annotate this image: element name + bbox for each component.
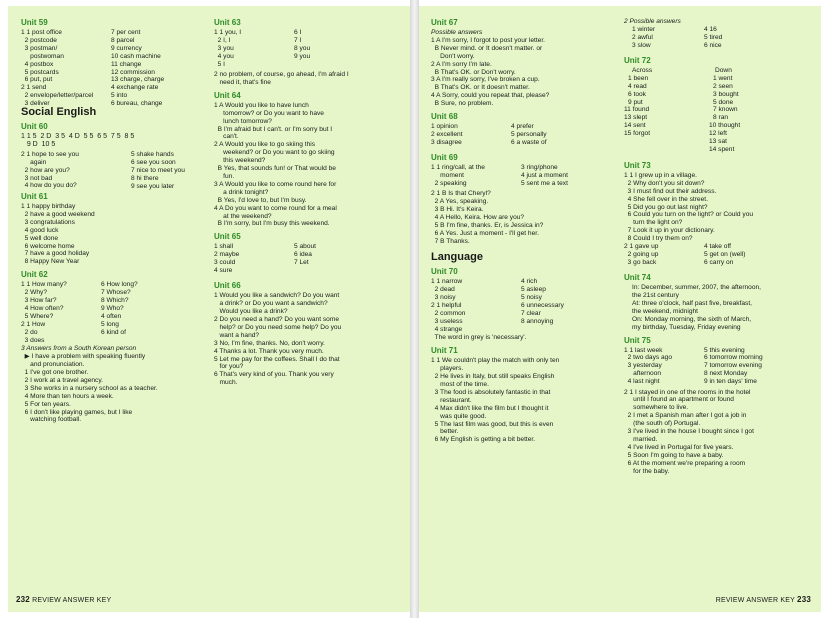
answer-line: 5 about <box>294 243 316 251</box>
answer-line: 2 awful <box>632 33 653 41</box>
answer-line: 5 Let me pay for the coffees. Shall I do that <box>214 355 340 363</box>
answer-line: 2 A I'm sorry I'm late. <box>431 60 492 68</box>
answer-line: Possible answers <box>431 29 483 36</box>
answer-line: 6 welcome home <box>21 242 75 250</box>
answer-subheading: 2 Possible answers <box>624 18 681 25</box>
answer-line: 6 put, put <box>21 76 53 84</box>
answer-line: better. <box>431 428 459 436</box>
answer-line: 6 bureau, change <box>111 100 163 108</box>
answer-line: 4 often <box>101 312 122 320</box>
answer-line: 1 shall <box>214 243 234 251</box>
answer-line: 11 change <box>111 60 142 68</box>
answer-line: married. <box>624 435 658 443</box>
answer-line: want a hand? <box>214 331 260 339</box>
answer-line: 1 1 How many? <box>21 281 67 289</box>
answer-line: for the baby. <box>624 467 670 475</box>
answer-line: tomorrow? or Do you want to have <box>214 109 324 117</box>
answer-line: 6 A Yes. Just a moment - I'll get her. <box>431 229 539 237</box>
answer-line: at the weekend? <box>214 212 272 220</box>
answer-line: 4 A Hello, Keira. How are you? <box>431 213 525 221</box>
unit-73 <box>624 161 814 269</box>
answer-line: 14 spent <box>709 145 735 153</box>
unit-heading: Unit 75 <box>624 335 651 345</box>
answer-line: 4 16 <box>704 25 717 33</box>
answer-line: 13 sat <box>709 138 727 146</box>
answer-line: 1 opinion <box>431 123 458 131</box>
answer-line: 2 postcode <box>21 36 57 44</box>
answer-line: 5 well done <box>21 234 59 242</box>
answer-line: 9 in ten days' time <box>704 378 757 386</box>
answer-line: 14 sent <box>624 122 646 130</box>
page-number: 233 <box>797 595 811 604</box>
answer-line: a drink tonight? <box>214 188 269 196</box>
answer-line: Don't worry. <box>431 52 475 60</box>
answer-line: 6 At the moment we're preparing a room <box>624 459 746 467</box>
answer-line: postwoman <box>21 52 64 60</box>
answer-line: 3 No, I'm fine, thanks. No, don't worry. <box>214 339 325 347</box>
answer-line: 3 She works in a nursery school as a teacher. <box>21 384 158 392</box>
page-footer <box>716 595 811 604</box>
answer-line: 4 last night <box>624 378 660 386</box>
answer-line: 4 prefer <box>511 123 534 131</box>
right-page <box>419 6 821 612</box>
answer-line: 1 1 ring/call, at the <box>431 164 485 172</box>
answer-line: 3 bought <box>713 90 739 98</box>
answer-line: 6 My English is getting a bit better. <box>431 436 536 444</box>
answer-line: 9 see you later <box>131 182 175 190</box>
answer-line: 1 went <box>713 74 733 82</box>
section-title-social-english: Social English <box>21 106 97 118</box>
answer-line: moment <box>431 171 464 179</box>
answer-line: 2 1 hope to see you <box>21 150 79 158</box>
unit-heading: Unit 67 <box>431 18 458 27</box>
answer-line: 5 this evening <box>704 346 745 354</box>
answer-line: 2 1 gave up <box>624 243 659 251</box>
answer-line: 2 maybe <box>214 251 240 259</box>
answer-line: turn the light on? <box>624 219 683 227</box>
answer-line: for you? <box>214 363 244 371</box>
answer-line: 7 nice to meet you <box>131 166 185 174</box>
answer-line: until I found an apartment or found <box>624 396 734 404</box>
left-column-2 <box>214 18 404 391</box>
answer-list-col2 <box>704 347 763 387</box>
answer-line: 12 left <box>709 130 727 138</box>
page-number: 232 <box>16 595 30 604</box>
answer-line: 3 go back <box>624 258 657 266</box>
answer-line: most of the time. <box>431 381 489 389</box>
answer-line: 2 1 How <box>21 320 46 328</box>
answer-line: restaurant. <box>431 396 472 404</box>
answer-line: 2 going up <box>624 250 659 258</box>
footer-label: REVIEW ANSWER KEY <box>715 597 795 604</box>
answer-line: 9 put <box>628 98 643 106</box>
answer-line: 5 done <box>713 98 734 106</box>
answer-line: 6 tomorrow morning <box>704 354 763 362</box>
answer-line: fun. <box>214 172 235 180</box>
answer-line: 3 does <box>21 336 45 344</box>
unit-75 <box>624 336 814 476</box>
answer-line: 2 excellent <box>431 130 463 138</box>
answer-line: 6 nice <box>704 41 722 49</box>
answer-line: can't. <box>214 133 239 141</box>
answer-line: 6 How long? <box>101 281 138 289</box>
answer-line: 6 see you soon <box>131 158 176 166</box>
answer-line: 15 forgot <box>624 130 651 138</box>
answer-line: players. <box>431 365 464 373</box>
answer-line: 5 asleep <box>521 286 546 294</box>
answer-line: need it, that's fine <box>214 78 271 86</box>
answer-line: 9 Who? <box>101 304 124 312</box>
answer-line: 5 noisy <box>521 294 542 302</box>
footer-label: REVIEW ANSWER KEY <box>32 597 112 604</box>
answer-line: 3 slow <box>632 41 651 49</box>
right-column-1 <box>431 18 621 448</box>
unit-68 <box>431 112 621 149</box>
answer-line: 6 took <box>628 90 646 98</box>
answer-list-col2 <box>709 67 740 154</box>
answer-list-col2 <box>111 29 164 108</box>
answer-line: 8 ran <box>713 114 729 122</box>
answer-line: the 21st century <box>632 291 679 299</box>
answer-line: 13 charge, charge <box>111 76 165 84</box>
answer-line: 2 1 I stayed in one of the rooms in the hotel <box>624 388 751 396</box>
answer-line: 3 A I'm really sorry, I've broken a cup. <box>431 76 540 84</box>
unit-heading: Unit 64 <box>214 90 241 100</box>
answer-line: 3 disagree <box>431 138 462 146</box>
answer-line: weekend? or Do you want to go skiing <box>214 149 335 157</box>
answer-line: 7 Whose? <box>101 289 131 297</box>
answer-line: 2 seen <box>713 82 733 90</box>
answer-line: 2 1 send <box>21 84 47 92</box>
unit-72 <box>624 56 814 157</box>
answer-line: 5 I <box>214 60 225 68</box>
book-gutter <box>410 0 419 618</box>
answer-line: 4 read <box>628 82 647 90</box>
answer-line: 2 do <box>21 328 38 336</box>
answer-line: 3 could <box>214 259 236 267</box>
answer-line: 4 strange <box>431 325 463 333</box>
answer-line: 2 have a good weekend <box>21 210 95 218</box>
answer-line: 1 been <box>628 74 649 82</box>
column-heading-down: Down <box>715 66 732 74</box>
answer-line: 10 cash machine <box>111 52 161 60</box>
answer-line: 8 Which? <box>101 297 129 305</box>
answer-line: 2 how are you? <box>21 166 70 174</box>
answer-line: 4 Max didn't like the film but I thought it <box>431 404 549 412</box>
answer-line: 5 sent me a text <box>521 179 568 187</box>
answer-line: 4 More than ten hours a week. <box>21 392 114 400</box>
unit-heading: Unit 73 <box>624 160 651 170</box>
answer-line: 6 a waste of <box>511 138 547 146</box>
answer-line: 7 per cent <box>111 29 141 36</box>
answer-line: 6 I <box>294 29 302 36</box>
unit-heading: Unit 62 <box>21 270 48 280</box>
answer-line: 7 known <box>713 106 738 114</box>
answer-line: 2 He lives in Italy, but still speaks English <box>431 373 555 381</box>
answer-line: 1 winter <box>632 25 656 33</box>
answer-line: 1 1 We couldn't play the match with only ten <box>431 357 560 365</box>
answer-line: 4 She fell over in the street. <box>624 195 708 203</box>
answer-line: 1 I've got one brother. <box>21 368 89 376</box>
answer-line: 4 A Sorry, could you repeat that, please? <box>431 92 550 100</box>
answer-line: somewhere to live. <box>624 404 689 412</box>
answer-line: 3 The food is absolutely fantastic in that <box>431 388 551 396</box>
answer-line: B That's OK. or It doesn't matter. <box>431 84 530 92</box>
answer-line: Would you like a drink? <box>214 308 288 316</box>
answer-line: 2 Why don't you sit down? <box>624 179 705 187</box>
answer-line: 3 congratulations <box>21 218 75 226</box>
answer-list-col2 <box>294 243 316 267</box>
answer-line: 1 Would you like a sandwich? Do you want <box>214 292 340 300</box>
answer-line: 12 commission <box>111 68 155 76</box>
section-title-language: Language <box>431 251 483 264</box>
answer-line: 5 Where? <box>21 312 54 320</box>
unit-60 <box>21 122 211 188</box>
answer-line: 1 1 narrow <box>431 278 463 286</box>
answer-line: 2 I, I <box>214 36 231 44</box>
answer-line: 2 I work at a travel agency. <box>21 376 103 384</box>
answer-line: 5 For ten years. <box>21 400 71 408</box>
unit-71-part-2 <box>624 18 814 52</box>
answer-line: 4 How often? <box>21 304 64 312</box>
answer-line: 5 into <box>111 92 128 100</box>
answer-line: 3 A Would you like to come round here for <box>214 180 337 188</box>
answer-line: At: three o'clock, half past five, breakfast, <box>632 299 753 307</box>
answer-line: 4 how do you do? <box>21 182 77 190</box>
answer-line: 2 A Yes, speaking. <box>431 197 489 205</box>
answer-line: 5 The last film was good, but this is even <box>431 420 554 428</box>
answer-line: 7 Look it up in your dictionary. <box>624 227 715 235</box>
answer-line: 3 noisy <box>431 294 456 302</box>
answer-line: 6 unnecessary <box>521 302 564 310</box>
answer-line: 2 Do you need a hand? Do you want some <box>214 316 339 324</box>
unit-70 <box>431 267 621 342</box>
answer-line: 9 you <box>294 52 311 60</box>
unit-heading: Unit 65 <box>214 232 241 242</box>
answer-line: 2 dead <box>431 286 455 294</box>
answer-line: 1 1 5 2 D 3 5 4 D 5 5 6 5 7 5 8 5 <box>21 133 135 140</box>
answer-note: The word in grey is 'necessary'. <box>431 334 527 342</box>
answer-line: this weekend? <box>214 157 266 165</box>
unit-heading: Unit 63 <box>214 18 241 27</box>
answer-line: 5 Soon I'm going to have a baby. <box>624 451 724 459</box>
answer-line: 2 1 B Is that Cheryl? <box>431 190 491 198</box>
answer-line: 4 rich <box>521 278 538 286</box>
unit-66 <box>214 281 404 387</box>
answer-line: 4 sure <box>214 267 233 275</box>
answer-line: B I'm afraid but I can't. or I'm sorry but I <box>214 125 333 133</box>
answer-line: 10 thought <box>709 122 741 130</box>
unit-59 <box>21 18 211 108</box>
answer-line: 9 currency <box>111 44 142 52</box>
answer-line: On: Monday morning, the sixth of March, <box>632 315 752 323</box>
answer-line: 5 get on (well) <box>704 250 746 258</box>
answer-list-col2 <box>521 278 564 325</box>
answer-line: 1 1 happy birthday <box>21 203 76 210</box>
answer-line: B Sure, no problem. <box>431 100 494 108</box>
answer-line: 6 I don't like playing games, but I like <box>21 408 133 416</box>
answer-line: 1 1 last week <box>624 346 663 354</box>
answer-line: In: December, summer, 2007, the afternoon, <box>632 284 762 292</box>
answer-line: 4 Thanks a lot. Thank you very much. <box>214 347 324 355</box>
answer-line: 6 carry on <box>704 258 734 266</box>
answer-line: 6 idea <box>294 251 312 259</box>
answer-line: 3 deliver <box>21 100 50 108</box>
answer-list-col2 <box>101 281 138 336</box>
answer-line: 1 A Would you like to have lunch <box>214 101 309 109</box>
answer-line: 4 I've lived in Portugal for five years. <box>624 443 734 451</box>
answer-line: 4 take off <box>704 243 732 251</box>
answer-line: again <box>21 158 47 166</box>
unit-62 <box>21 270 211 424</box>
answer-list-col2 <box>704 26 722 50</box>
unit-heading: Unit 71 <box>431 346 458 356</box>
unit-heading: Unit 59 <box>21 18 48 27</box>
answer-list-col2 <box>521 164 568 188</box>
answer-line: 8 Happy New Year <box>21 258 80 266</box>
answer-line: my birthday, Tuesday, Friday evening <box>632 323 741 331</box>
answer-line: 1 A I'm sorry, I forgot to post your letter. <box>431 36 546 44</box>
answer-line: 3 Answers from a South Korean person <box>21 345 137 353</box>
answer-list-col2 <box>511 123 547 147</box>
answer-line: ▶ I have a problem with speaking fluently <box>21 353 146 361</box>
answer-line: 3 How far? <box>21 297 57 305</box>
answer-line: (the south of) Portugal. <box>624 420 701 428</box>
answer-list-col2 <box>131 151 185 191</box>
answer-line: B That's OK. or Don't worry. <box>431 68 516 76</box>
column-heading-across: Across <box>632 66 653 74</box>
answer-line: 8 next Monday <box>704 370 748 378</box>
answer-line: 3 not bad <box>21 174 53 182</box>
answer-line: 4 just a moment <box>521 171 568 179</box>
answer-line: 7 B Thanks. <box>431 237 470 245</box>
answer-line: 6 Could you turn on the light? or Could you <box>624 211 754 219</box>
answer-line: 8 Could I try them on? <box>624 235 693 243</box>
answer-line: 3 ring/phone <box>521 164 558 172</box>
answer-line: 1 1 I grew up in a village. <box>624 171 697 179</box>
answer-line: help? or Do you need some help? Do you <box>214 323 342 331</box>
unit-63 <box>214 18 404 87</box>
unit-heading: Unit 72 <box>624 55 651 65</box>
answer-line: 7 Let <box>294 259 309 267</box>
answer-line: lunch tomorrow? <box>214 117 272 125</box>
answer-line: 5 tired <box>704 33 723 41</box>
unit-65 <box>214 232 404 277</box>
page-footer <box>16 595 111 604</box>
unit-64 <box>214 91 404 229</box>
answer-line: 2 I met a Spanish man after I got a job in <box>624 412 747 420</box>
answer-line: was quite good. <box>431 412 487 420</box>
unit-heading: Unit 74 <box>624 273 651 283</box>
answer-line: 3 postman/ <box>21 44 58 52</box>
answer-line: 7 I <box>294 36 302 44</box>
right-column-2 <box>624 18 814 479</box>
answer-line: and pronunciation. <box>21 361 85 369</box>
answer-line: 11 found <box>624 106 650 114</box>
unit-heading: Unit 61 <box>21 192 48 201</box>
answer-line: 9 D 10 5 <box>21 140 56 148</box>
answer-line: 7 have a good holiday <box>21 250 90 258</box>
left-column-1 <box>21 18 211 428</box>
unit-74 <box>624 273 814 331</box>
answer-line: 3 I must find out their address. <box>624 187 717 195</box>
answer-line: 6 That's very kind of you. Thank you very <box>214 371 334 379</box>
unit-heading: Unit 70 <box>431 267 458 277</box>
unit-69 <box>431 153 621 245</box>
answer-line: afternoon <box>624 370 662 378</box>
answer-line: 2 Why? <box>21 289 48 297</box>
answer-line: 8 you <box>294 44 311 52</box>
answer-line: 3 useless <box>431 317 463 325</box>
answer-line: 4 good luck <box>21 226 59 234</box>
answer-line: 8 hi there <box>131 174 159 182</box>
answer-line: B Yes, I'd love to, but I'm busy. <box>214 196 307 204</box>
answer-list-col2 <box>294 29 310 61</box>
answer-line: 5 B I'm fine, thanks. Er, is Jessica in? <box>431 221 544 229</box>
unit-heading: Unit 68 <box>431 112 458 122</box>
answer-line: 5 shake hands <box>131 151 174 158</box>
answer-line: 2 envelope/letter/parcel <box>21 92 94 100</box>
answer-line: B I'm sorry, but I'm busy this weekend. <box>214 220 330 228</box>
answer-line: 2 two days ago <box>624 354 673 362</box>
answer-line: 2 common <box>431 310 466 318</box>
answer-line: 5 Did you go out last night? <box>624 203 708 211</box>
answer-line: 1 1 post office <box>21 29 62 36</box>
answer-line: 3 B Hi. It's Keira. <box>431 205 484 213</box>
answer-line: watching football. <box>21 416 82 424</box>
answer-line: B Never mind. or It doesn't matter. or <box>431 44 543 52</box>
answer-line: 2 1 helpful <box>431 302 462 310</box>
answer-line: 3 yesterday <box>624 362 662 370</box>
answer-line: much. <box>214 379 238 387</box>
answer-line: B Yes, that sounds fun! or That would be <box>214 165 336 173</box>
unit-heading: Unit 69 <box>431 153 458 163</box>
answer-line: 2 A Would you like to go skiing this <box>214 141 316 149</box>
answer-line: the weekend, midnight <box>632 307 698 315</box>
unit-67 <box>431 18 621 108</box>
answer-line: 3 you <box>214 44 234 52</box>
answer-line: 2 speaking <box>431 179 467 187</box>
answer-line: 7 clear <box>521 310 541 318</box>
answer-line: 1 1 you, I <box>214 29 242 36</box>
unit-heading: Unit 60 <box>21 122 48 131</box>
answer-line: 5 long <box>101 320 119 328</box>
answer-line: 2 no problem, of course, go ahead, I'm afraid I <box>214 71 349 78</box>
answer-line: 5 personally <box>511 130 547 138</box>
answer-line: 6 kind of <box>101 328 126 336</box>
unit-heading: Unit 66 <box>214 281 241 291</box>
unit-71 <box>431 346 621 444</box>
answer-line: 5 postcards <box>21 68 59 76</box>
answer-line: 8 parcel <box>111 36 135 44</box>
answer-line: 4 A Do you want to come round for a meal <box>214 204 337 212</box>
answer-list-col2 <box>704 243 745 267</box>
answer-line: 3 I've lived in the house I bought since I got <box>624 428 754 436</box>
answer-line: 13 slept <box>624 114 648 122</box>
answer-line: 8 annoying <box>521 317 554 325</box>
answer-line: 4 you <box>214 52 234 60</box>
unit-61 <box>21 192 211 266</box>
answer-line: a drink? or Do you want a sandwich? <box>214 300 328 308</box>
answer-line: 4 postbox <box>21 60 54 68</box>
answer-line: 4 exchange rate <box>111 84 159 92</box>
left-page <box>8 6 410 612</box>
answer-line: 7 tomorrow evening <box>704 362 762 370</box>
